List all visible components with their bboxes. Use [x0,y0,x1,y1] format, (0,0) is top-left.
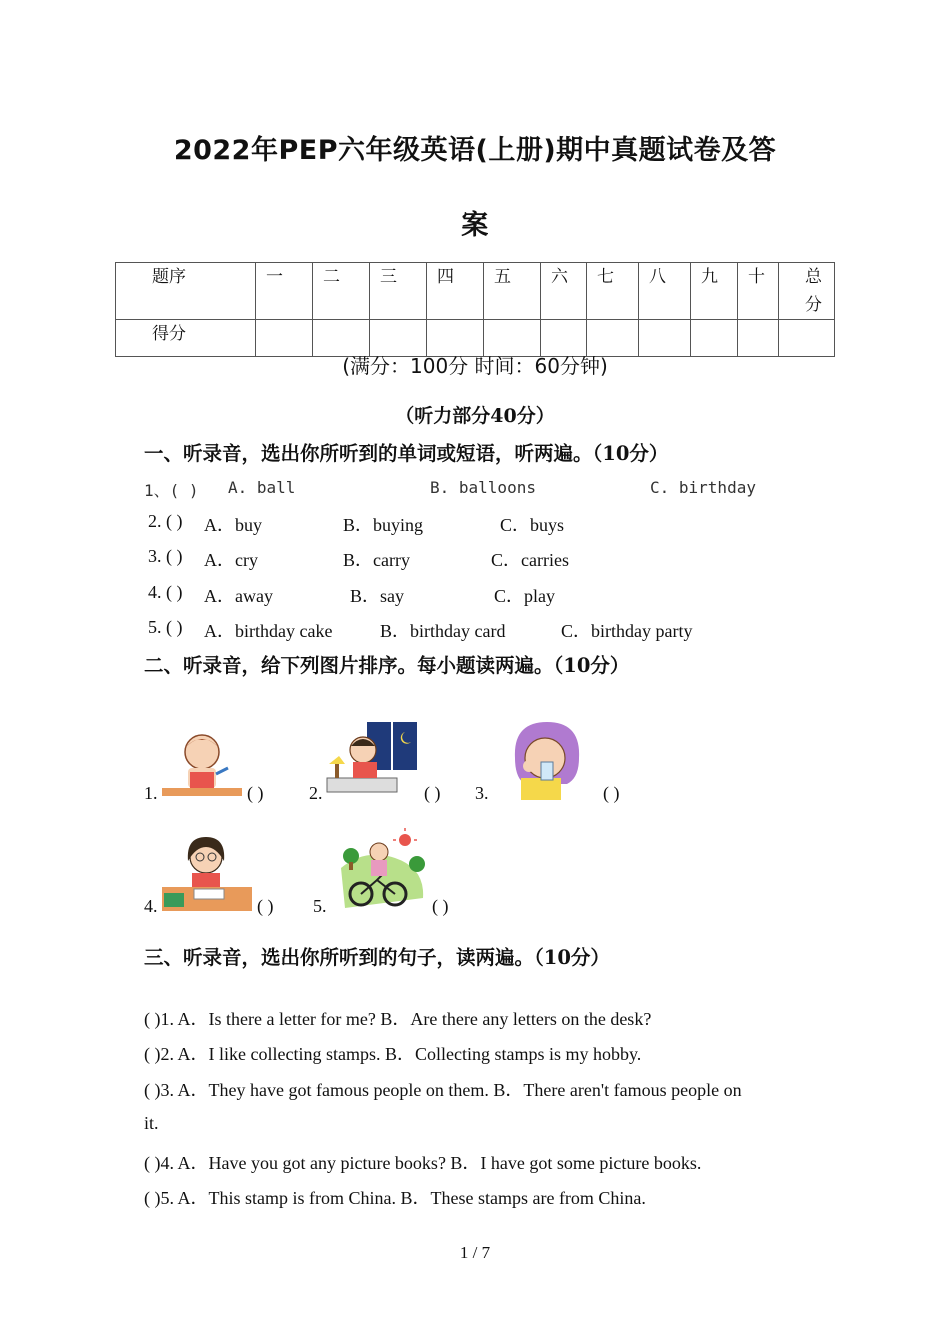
q4-number: 4. ( ) [148,582,183,602]
score-cell: 七 [587,263,639,320]
score-table [115,262,835,357]
score-cell: 九 [691,263,738,320]
q2-option-c[interactable]: C．buys [500,515,565,535]
sentence-3-continued: it. [144,1113,159,1133]
q2-option-a[interactable]: A．buy [204,515,262,535]
q2-number: 2. ( ) [148,511,183,531]
q1-option-a[interactable]: A. ball [228,478,296,497]
score-cell: 十 [738,263,779,320]
title-line-1: 2022年PEP六年级英语(上册)期中真题试卷及答 [173,135,777,166]
picture-4-number: 4. [144,896,158,916]
sentence-1: ( )1. A．Is there a letter for me? B．Are there any letters on the desk? [144,1009,652,1029]
picture-2-blank[interactable]: ( ) [424,783,441,803]
q4-option-c[interactable]: C．play [494,586,555,606]
score-cell: 六 [541,263,587,320]
picture-2-boy-reading-at-night [325,720,420,800]
picture-1-girl-brushing-teeth [160,730,245,800]
score-cell: 得分 [116,320,256,357]
q3-option-b[interactable]: B．carry [343,550,410,570]
q5-option-b[interactable]: B．birthday card [380,621,506,641]
q1-number: 1、( ) [144,481,199,500]
score-cell: 三 [370,263,427,320]
sentence-4: ( )4. A．Have you got any picture books? B．I have got some picture books. [144,1153,702,1173]
score-cell: 二 [313,263,370,320]
score-cell: 总分 [779,263,835,320]
q5-option-c[interactable]: C．birthday party [561,621,693,641]
full-score-note: (满分：100分 时间：60分钟) [342,354,608,378]
picture-1-number: 1. [144,783,158,803]
picture-3-blank[interactable]: ( ) [603,783,620,803]
q3-number: 3. ( ) [148,546,183,566]
score-cell: 八 [639,263,691,320]
listening-header: （听力部分40分） [395,405,555,427]
picture-4-blank[interactable]: ( ) [257,896,274,916]
section3-heading: 三、听录音，选出你所听到的句子，读两遍。（10分） [144,946,610,969]
q4-option-b[interactable]: B．say [350,586,404,606]
title-line-2: 案 [461,210,489,241]
picture-3-number: 3. [475,783,489,803]
sentence-5: ( )5. A．This stamp is from China. B．These stamps are from China. [144,1188,646,1208]
section2-heading: 二、听录音，给下列图片排序。每小题读两遍。（10分） [144,654,630,677]
sentence-3: ( )3. A．They have got famous people on them. B．There aren't famous people on [144,1080,742,1100]
picture-2-number: 2. [309,783,323,803]
sentence-2: ( )2. A．I like collecting stamps. B．Collecting stamps is my hobby. [144,1044,642,1064]
picture-1-blank[interactable]: ( ) [247,783,264,803]
q4-option-a[interactable]: A．away [204,586,273,606]
score-cell: 题序 [116,263,256,320]
picture-5-number: 5. [313,896,327,916]
score-table-header-row [116,263,835,320]
q2-option-b[interactable]: B．buying [343,515,424,535]
q1-option-b[interactable]: B. balloons [430,478,536,497]
picture-5-blank[interactable]: ( ) [432,896,449,916]
page-number: 1 / 7 [459,1243,491,1262]
q5-option-a[interactable]: A．birthday cake [204,621,333,641]
q3-option-c[interactable]: C．carries [491,550,569,570]
score-cell: 五 [484,263,541,320]
picture-4-girl-writing-at-desk [160,835,255,913]
picture-3-girl-drinking-milk [505,718,585,803]
q3-option-a[interactable]: A．cry [204,550,258,570]
section1-heading: 一、听录音，选出你所听到的单词或短语，听两遍。（10分） [144,442,669,465]
score-cell: 一 [256,263,313,320]
q1-option-c[interactable]: C. birthday [650,478,756,497]
picture-5-boy-riding-bike [335,828,430,913]
q5-number: 5. ( ) [148,617,183,637]
score-cell: 四 [427,263,484,320]
